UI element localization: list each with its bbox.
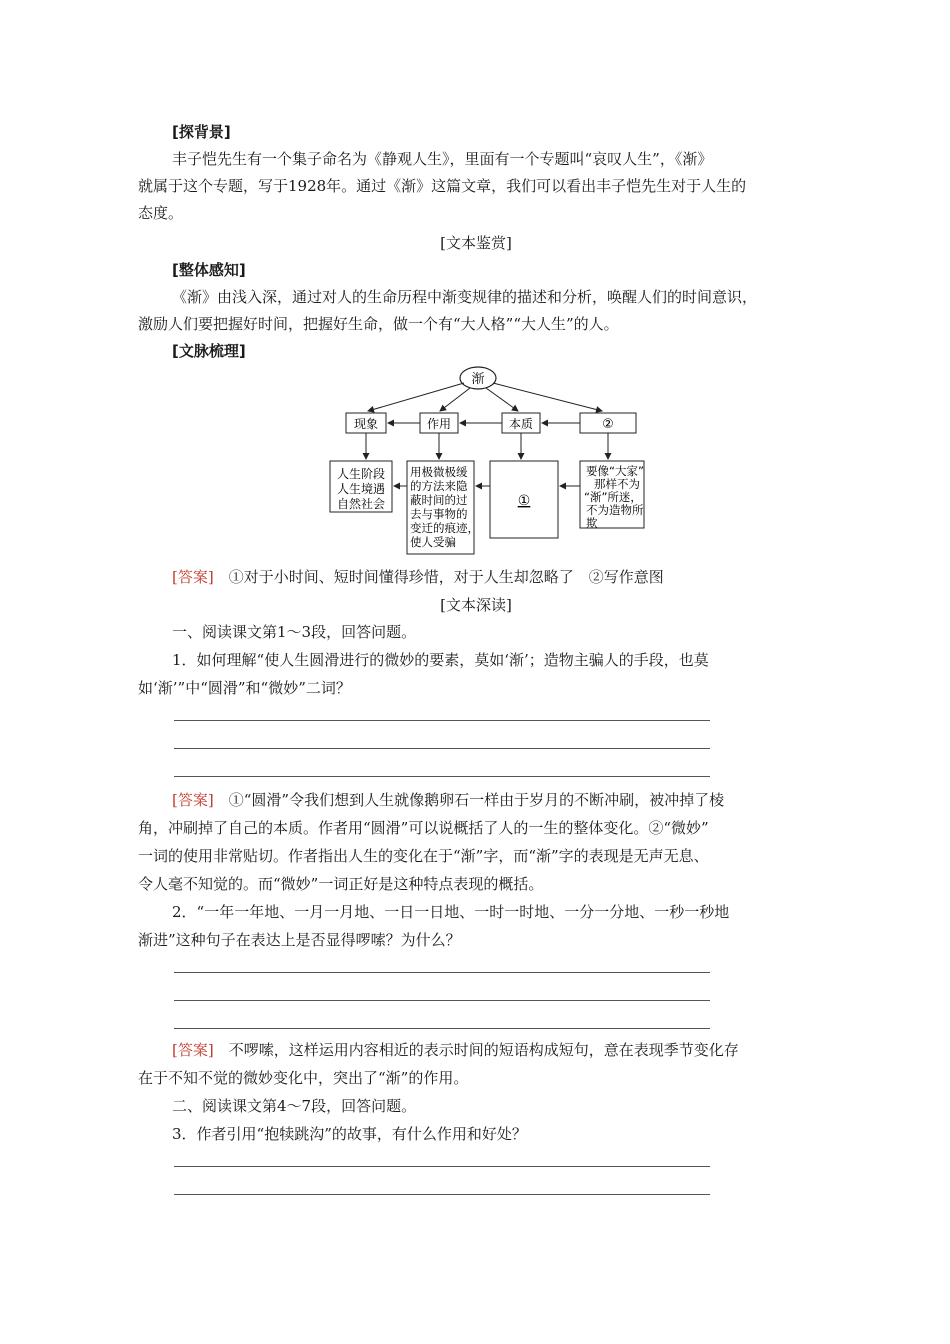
detail-line: “渐”所迷， bbox=[584, 490, 642, 504]
answer-text: ①对于小时间、短时间懂得珍惜，对于人生却忽略了 ②写作意图 bbox=[228, 568, 664, 586]
answer-1-line bbox=[172, 787, 848, 813]
detail-line: 去与事物的 bbox=[410, 507, 468, 521]
detail-line: 使人受骗 bbox=[410, 535, 456, 549]
detail-line: 欺 bbox=[586, 516, 598, 530]
detail-line: 用极微极缓 bbox=[410, 465, 468, 479]
paragraph-line: 《渐》由浅入深，通过对人的生命历程中渐变规律的描述和分析，唤醒人们的时间意识， bbox=[172, 288, 758, 306]
answer-2-line: 在于不知不觉的微妙变化中，突出了“渐”的作用。 bbox=[138, 1069, 469, 1087]
detail-blank-1: ① bbox=[517, 493, 531, 509]
answer-tag: [答案] bbox=[172, 568, 214, 586]
node-label: 作用 bbox=[426, 417, 452, 431]
detail-line: 蔽时间的过 bbox=[410, 493, 468, 507]
answer-tag: [答案] bbox=[172, 1041, 214, 1059]
answer-text: 不啰嗦，这样运用内容相近的表示时间的短语构成短句，意在表现季节变化存 bbox=[228, 1041, 739, 1059]
detail-line: 不为造物所 bbox=[586, 503, 644, 517]
question-1-line: 1．如何理解“使人生圆滑进行的微妙的要素，莫如‘渐’；造物主骗人的手段，也莫 bbox=[172, 651, 709, 669]
part-heading: 一、阅读课文第1～3段，回答问题。 bbox=[172, 623, 417, 641]
section-heading-structure: [文脉梳理] bbox=[172, 342, 246, 360]
detail-line: 的方法来隐 bbox=[410, 479, 468, 493]
detail-line: 变迁的痕迹， bbox=[410, 521, 479, 535]
structure-diagram bbox=[320, 362, 650, 557]
answer-2-line bbox=[172, 1037, 848, 1063]
part-heading: 二、阅读课文第4～7段，回答问题。 bbox=[172, 1097, 417, 1115]
question-2-line: 渐进”这种句子在表达上是否显得啰嗦？为什么？ bbox=[138, 931, 461, 949]
node-label: ② bbox=[602, 417, 614, 432]
detail-line: 人生境遇 bbox=[336, 482, 386, 496]
question-1-line: 如‘渐’”中“圆滑”和“微妙”二词？ bbox=[138, 679, 351, 697]
node-label: 现象 bbox=[353, 417, 379, 431]
detail-line: 那样不为 bbox=[594, 477, 640, 491]
section-heading-background: [探背景] bbox=[172, 123, 231, 141]
answer-blank-line[interactable] bbox=[174, 776, 710, 777]
question-2-line: 2．“一年一年地、一月一月地、一日一日地、一时一时地、一分一分地、一秒一秒地 bbox=[172, 903, 730, 921]
detail-line: 自然社会 bbox=[336, 497, 386, 511]
answer-tag: [答案] bbox=[172, 791, 214, 809]
detail-line: 要像“大家” bbox=[586, 464, 644, 478]
answer-blank-line[interactable] bbox=[174, 1166, 710, 1167]
paragraph-line: 激励人们要把握好时间，把握好生命，做一个有“大人格”“大人生”的人。 bbox=[138, 315, 619, 333]
answer-blank-line[interactable] bbox=[174, 1000, 710, 1001]
answer-blank-line[interactable] bbox=[174, 720, 710, 721]
section-title-deep-reading: [文本深读] bbox=[440, 596, 512, 614]
root-label: 渐 bbox=[471, 372, 485, 387]
answer-1-line: 角，冲刷掉了自己的本质。作者用“圆滑”可以说概括了人的一生的整体变化。②“微妙” bbox=[138, 819, 709, 837]
paragraph-line: 就属于这个专题，写于1928年。通过《渐》这篇文章，我们可以看出丰子恺先生对于人生的 bbox=[138, 177, 747, 195]
answer-blank-line[interactable] bbox=[174, 1194, 710, 1195]
answer-blank-line[interactable] bbox=[174, 748, 710, 749]
section-heading-overall: [整体感知] bbox=[172, 261, 246, 279]
answer-row bbox=[172, 564, 848, 590]
answer-blank-line[interactable] bbox=[174, 1028, 710, 1029]
answer-1-line: 一词的使用非常贴切。作者指出人生的变化在于“渐”字，而“渐”字的表现是无声无息、 bbox=[138, 847, 709, 865]
node-label: 本质 bbox=[508, 417, 534, 431]
question-3-line: 3．作者引用“抱犊跳沟”的故事，有什么作用和好处？ bbox=[172, 1125, 527, 1143]
paragraph-line: 态度。 bbox=[138, 204, 184, 222]
paragraph-line: 丰子恺先生有一个集子命名为《静观人生》，里面有一个专题叫“哀叹人生”，《渐》 bbox=[172, 150, 713, 168]
answer-text: ①“圆滑”令我们想到人生就像鹅卵石一样由于岁月的不断冲刷，被冲掉了棱 bbox=[228, 791, 725, 809]
detail-line: 人生阶段 bbox=[336, 467, 386, 481]
answer-1-line: 令人毫不知觉的。而“微妙”一词正好是这种特点表现的概括。 bbox=[138, 875, 544, 893]
section-title-appreciation: [文本鉴赏] bbox=[440, 234, 512, 252]
answer-blank-line[interactable] bbox=[174, 972, 710, 973]
